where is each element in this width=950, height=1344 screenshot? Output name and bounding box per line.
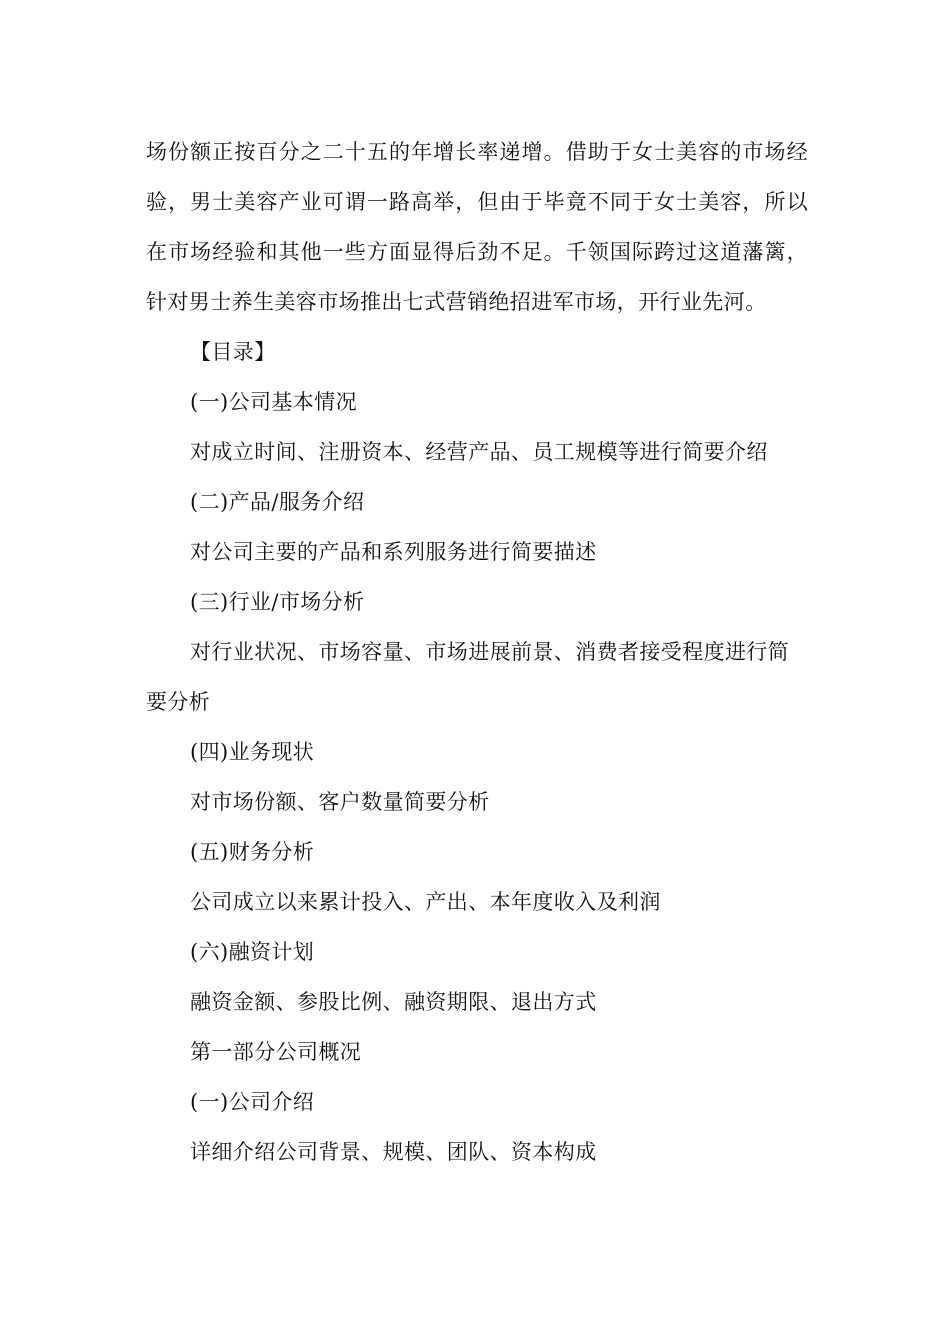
toc-item-desc: 对成立时间、注册资本、经营产品、员工规模等进行简要介绍 (190, 440, 768, 464)
toc-item-title: (三)行业/市场分析 (190, 590, 365, 614)
toc-item-title: (五)财务分析 (190, 840, 315, 864)
section-desc: 详细介绍公司背景、规模、团队、资本构成 (190, 1140, 597, 1164)
toc-item-desc: 对市场份额、客户数量简要分析 (190, 790, 490, 814)
document-body (146, 127, 808, 1177)
toc-item-title: (四)业务现状 (190, 740, 315, 764)
toc-item-title: (一)公司基本情况 (190, 390, 357, 414)
toc-item-desc: 公司成立以来累计投入、产出、本年度收入及利润 (190, 890, 661, 914)
toc-item-desc: 对公司主要的产品和系列服务进行简要描述 (190, 540, 597, 564)
toc-item-title: (六)融资计划 (190, 940, 315, 964)
toc-item-title: (二)产品/服务介绍 (190, 490, 365, 514)
toc-item-desc: 对行业状况、市场容量、市场进展前景、消费者接受程度进行简要分析 (146, 640, 790, 714)
part-one-heading: 第一部分公司概况 (190, 1040, 362, 1064)
toc-heading: 【目录】 (190, 340, 276, 364)
intro-paragraph: 场份额正按百分之二十五的年增长率递增。借助于女士美容的市场经验，男士美容产业可谓一路高举，但由于毕竟不同于女士美容，所以在市场经验和其他一些方面显得后劲不足。千领国际跨过这道藩篱，针对男士养生美容市场推出七式营销绝招进军市场，开行业先河。 (146, 140, 808, 314)
section-title: (一)公司介绍 (190, 1090, 315, 1114)
toc-item-desc: 融资金额、参股比例、融资期限、退出方式 (190, 990, 597, 1014)
